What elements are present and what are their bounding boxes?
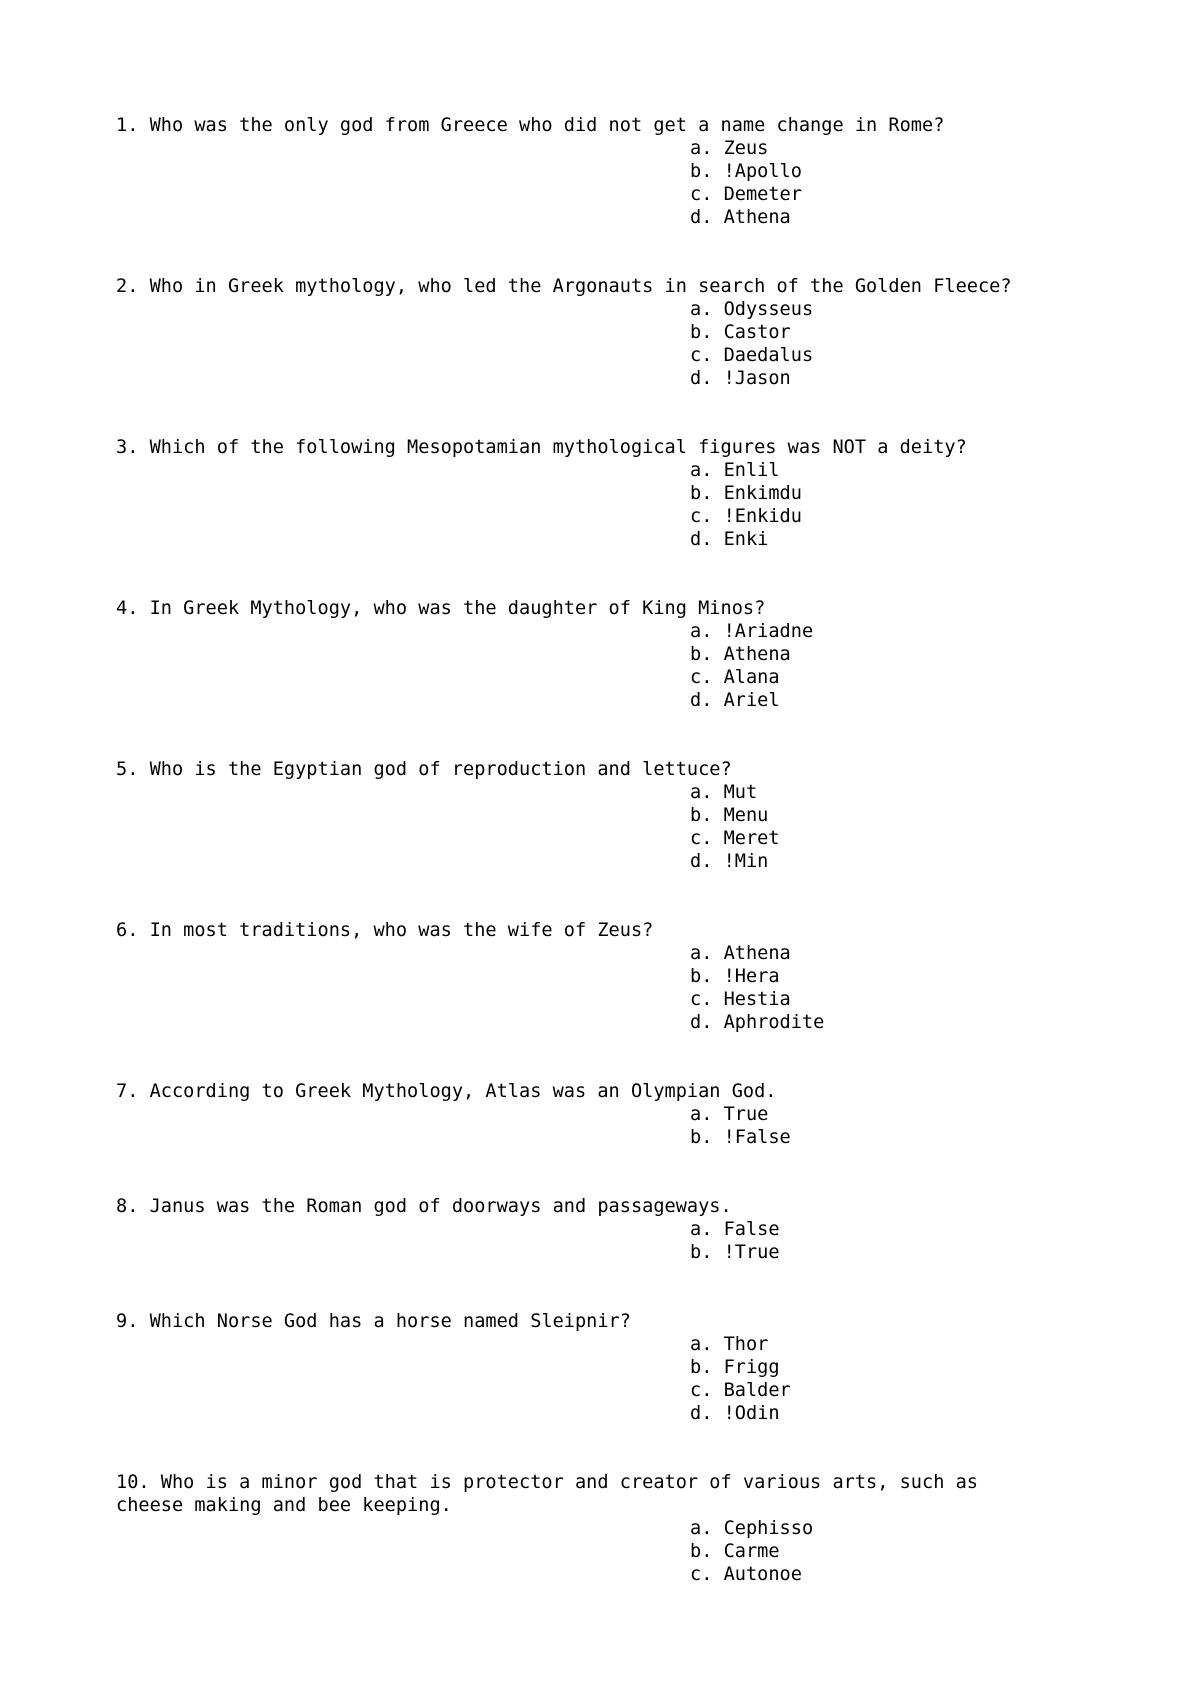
- option-list: [116, 459, 1126, 551]
- option-b: b. Carme: [690, 1541, 780, 1562]
- option-b: b. Frigg: [690, 1357, 780, 1378]
- question-5: [116, 758, 1126, 873]
- question-text: 4. In Greek Mythology, who was the daughter of King Minos?: [116, 598, 766, 619]
- option-b: b. Castor: [690, 322, 791, 343]
- option-a: a. True: [690, 1104, 769, 1125]
- question-1: [116, 114, 1126, 229]
- question-text: 7. According to Greek Mythology, Atlas was an Olympian God.: [116, 1081, 777, 1102]
- option-d: d. Enki: [690, 529, 769, 550]
- option-c: c. Demeter: [690, 184, 802, 205]
- option-c: c. Alana: [690, 667, 780, 688]
- option-a: a. Odysseus: [690, 299, 814, 320]
- option-d: d. !Odin: [690, 1403, 780, 1424]
- option-d: d. !Jason: [690, 368, 791, 389]
- option-list: [116, 1218, 1126, 1264]
- question-text: 1. Who was the only god from Greece who did not get a name change in Rome?: [116, 115, 945, 136]
- option-b: b. !Hera: [690, 966, 780, 987]
- option-list: [116, 620, 1126, 712]
- option-d: d. Aphrodite: [690, 1012, 825, 1033]
- option-c: c. Balder: [690, 1380, 791, 1401]
- option-c: c. Hestia: [690, 989, 791, 1010]
- option-b: b. Menu: [690, 805, 769, 826]
- question-text: 3. Which of the following Mesopotamian mythological figures was NOT a deity?: [116, 437, 967, 458]
- option-list: [116, 781, 1126, 873]
- option-c: c. Daedalus: [690, 345, 814, 366]
- question-text: 10. Who is a minor god that is protector and creator of various arts, such as cheese making and bee keeping.: [116, 1472, 978, 1516]
- option-b: b. Athena: [690, 644, 791, 665]
- option-c: c. !Enkidu: [690, 506, 802, 527]
- question-text: 5. Who is the Egyptian god of reproduction and lettuce?: [116, 759, 732, 780]
- question-2: [116, 275, 1126, 390]
- question-text: 9. Which Norse God has a horse named Sleipnir?: [116, 1311, 631, 1332]
- option-b: b. !True: [690, 1242, 780, 1263]
- question-8: [116, 1195, 1126, 1264]
- option-a: a. Mut: [690, 782, 758, 803]
- question-4: [116, 597, 1126, 712]
- option-a: a. Zeus: [690, 138, 769, 159]
- option-a: a. Enlil: [690, 460, 780, 481]
- option-list: [116, 137, 1126, 229]
- option-a: a. Cephisso: [690, 1518, 814, 1539]
- option-list: [116, 1103, 1126, 1149]
- question-6: [116, 919, 1126, 1034]
- option-d: d. Athena: [690, 207, 791, 228]
- question-text: 8. Janus was the Roman god of doorways and passageways.: [116, 1196, 732, 1217]
- option-list: [116, 1517, 1126, 1586]
- option-b: b. !Apollo: [690, 161, 802, 182]
- option-a: a. False: [690, 1219, 780, 1240]
- question-9: [116, 1310, 1126, 1425]
- option-a: a. !Ariadne: [690, 621, 814, 642]
- question-text: 2. Who in Greek mythology, who led the Argonauts in search of the Golden Fleece?: [116, 276, 1012, 297]
- option-b: b. Enkimdu: [690, 483, 802, 504]
- option-list: [116, 942, 1126, 1034]
- option-c: c. Meret: [690, 828, 780, 849]
- option-d: d. Ariel: [690, 690, 780, 711]
- question-text: 6. In most traditions, who was the wife of Zeus?: [116, 920, 654, 941]
- option-a: a. Thor: [690, 1334, 769, 1355]
- option-b: b. !False: [690, 1127, 791, 1148]
- option-d: d. !Min: [690, 851, 769, 872]
- option-c: c. Autonoe: [690, 1564, 802, 1585]
- question-10: [116, 1471, 1126, 1586]
- question-3: [116, 436, 1126, 551]
- option-list: [116, 298, 1126, 390]
- option-a: a. Athena: [690, 943, 791, 964]
- question-7: [116, 1080, 1126, 1149]
- option-list: [116, 1333, 1126, 1425]
